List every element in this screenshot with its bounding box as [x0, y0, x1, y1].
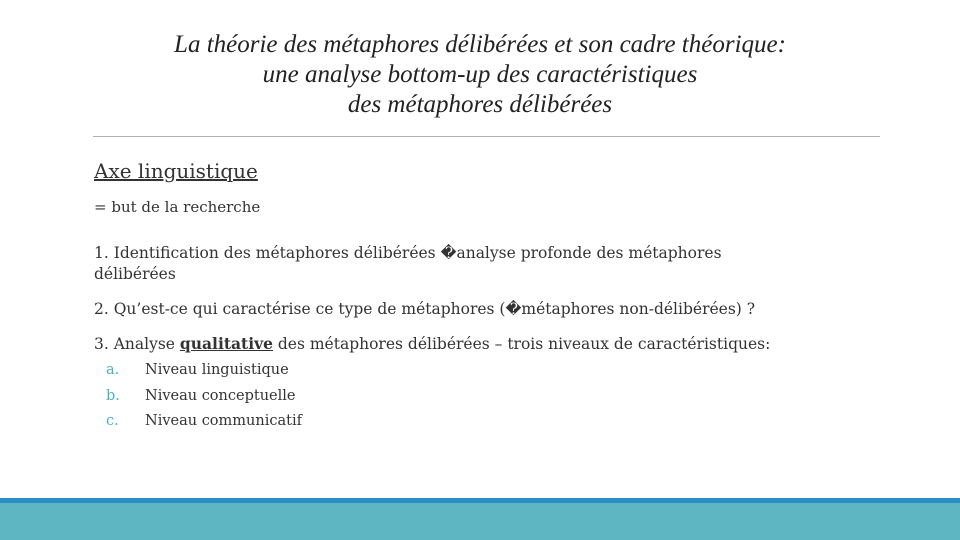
item-1-text-b: analyse profonde des métaphores [456, 244, 722, 262]
sublist-item-b [106, 384, 894, 410]
sublist-marker: b. [106, 387, 120, 404]
footer-bar-light [0, 503, 960, 540]
section-heading: Axe linguistique [94, 159, 258, 183]
item-2-text-a: 2. Qu’est-ce qui caractérise ce type de métaphores ( [94, 300, 506, 318]
title-line-2: une analyse bottom-up des caractéristiques [262, 61, 698, 88]
item-3-text-a: 3. Analyse [94, 335, 180, 353]
section-subtitle: = but de la recherche [94, 198, 261, 216]
title-line-1: La théorie des métaphores délibérées et son cadre théorique: [174, 31, 786, 58]
list-item-2 [94, 299, 894, 320]
sublist [94, 358, 894, 435]
title-line-3: des métaphores délibérées [347, 91, 613, 118]
list-item-3 [94, 333, 894, 355]
item-2-text-b: métaphores non-délibérées) ? [521, 300, 756, 318]
slide-title [60, 30, 900, 120]
slide-content [94, 157, 894, 435]
sublist-label: Niveau communicatif [145, 413, 302, 429]
sublist-marker: a. [106, 362, 120, 378]
sublist-item-a [106, 358, 894, 384]
qualitative-emphasis: qualitative [179, 334, 273, 353]
list-item-1 [94, 243, 894, 285]
item-1-text-c: délibérées [94, 265, 176, 283]
replacement-glyph-icon: � [440, 244, 457, 262]
sublist-marker: c. [106, 413, 119, 429]
item-1-text-a: 1. Identification des métaphores délibérées [94, 244, 441, 262]
sublist-item-c [106, 409, 894, 435]
sublist-label: Niveau linguistique [145, 362, 289, 378]
title-divider [93, 136, 880, 137]
item-3-text-b: des métaphores délibérées – trois niveaux de caractéristiques: [272, 335, 771, 353]
sublist-label: Niveau conceptuelle [145, 387, 296, 404]
replacement-glyph-icon: � [505, 300, 522, 318]
